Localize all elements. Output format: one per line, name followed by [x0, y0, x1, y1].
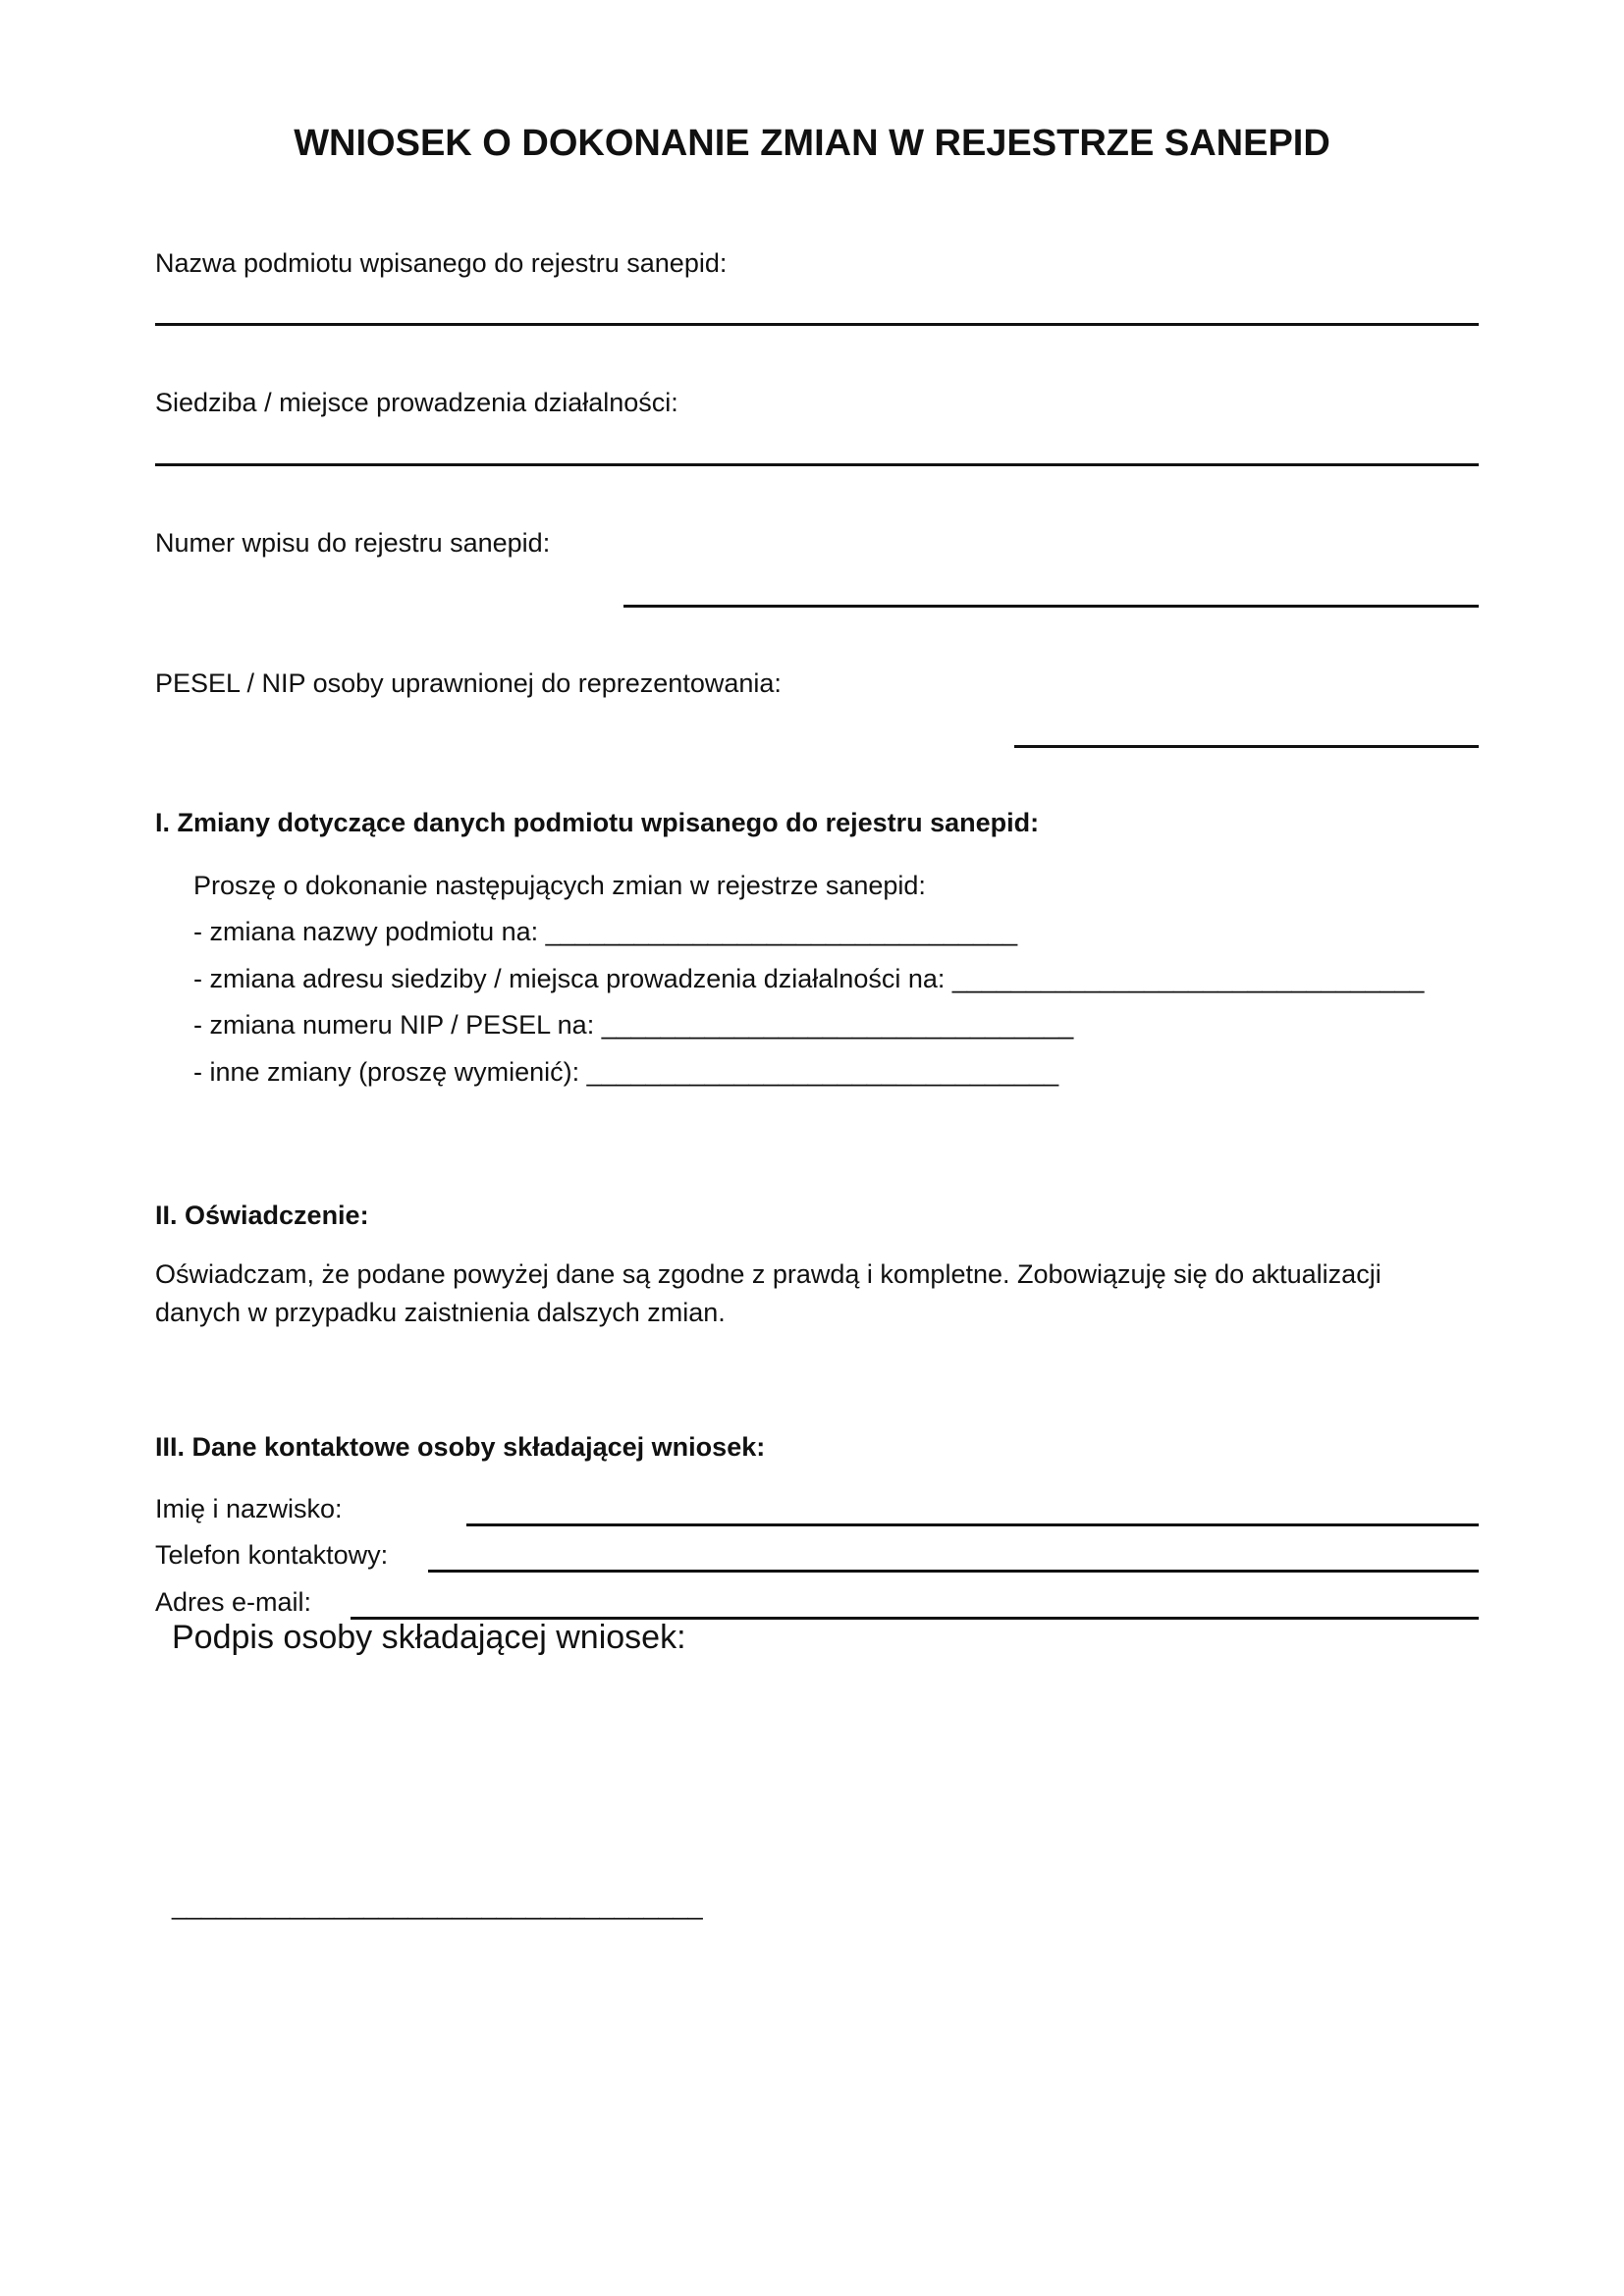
name-label: Imię i nazwisko: — [155, 1494, 343, 1523]
seat-label: Siedziba / miejsce prowadzenia działalności: — [155, 388, 678, 417]
phone-field[interactable] — [428, 1570, 1479, 1573]
section3-heading: III. Dane kontaktowe osoby składającej wniosek: — [155, 1432, 766, 1462]
statement-line-1: Oświadczam, że podane powyżej dane są zgodne z prawdą i kompletne. Zobowiązuję się do aktualizacji — [155, 1259, 1381, 1289]
change-address-item[interactable]: - zmiana adresu siedziby / miejsca prowadzenia działalności na: ________________________________ — [193, 964, 1425, 993]
registry-number-label: Numer wpisu do rejestru sanepid: — [155, 528, 551, 558]
pesel-nip-field[interactable] — [1014, 745, 1479, 748]
statement-line-2: danych w przypadku zaistnienia dalszych zmian. — [155, 1298, 726, 1327]
change-nip-pesel-item[interactable]: - zmiana numeru NIP / PESEL na: ________________________________ — [193, 1010, 1074, 1040]
pesel-nip-label: PESEL / NIP osoby uprawnionej do reprezentowania: — [155, 668, 782, 698]
email-label: Adres e-mail: — [155, 1587, 312, 1617]
entity-name-field[interactable] — [155, 323, 1479, 326]
name-field[interactable] — [466, 1523, 1479, 1526]
document-title: WNIOSEK O DOKONANIE ZMIAN W REJESTRZE SANEPID — [294, 123, 1330, 164]
entity-name-label: Nazwa podmiotu wpisanego do rejestru sanepid: — [155, 248, 728, 278]
seat-field[interactable] — [155, 463, 1479, 466]
registry-number-field[interactable] — [623, 605, 1479, 608]
change-name-item[interactable]: - zmiana nazwy podmiotu na: ________________________________ — [193, 917, 1018, 946]
other-changes-item[interactable]: - inne zmiany (proszę wymienić): ________________________________ — [193, 1057, 1059, 1087]
section1-heading: I. Zmiany dotyczące danych podmiotu wpisanego do rejestru sanepid: — [155, 808, 1040, 837]
section2-heading: II. Oświadczenie: — [155, 1201, 369, 1230]
signature-line[interactable]: ____________________________________ — [172, 1891, 703, 1920]
phone-label: Telefon kontaktowy: — [155, 1540, 389, 1570]
section1-intro: Proszę o dokonanie następujących zmian w rejestrze sanepid: — [193, 871, 926, 900]
signature-label: Podpis osoby składającej wniosek: — [172, 1619, 686, 1656]
